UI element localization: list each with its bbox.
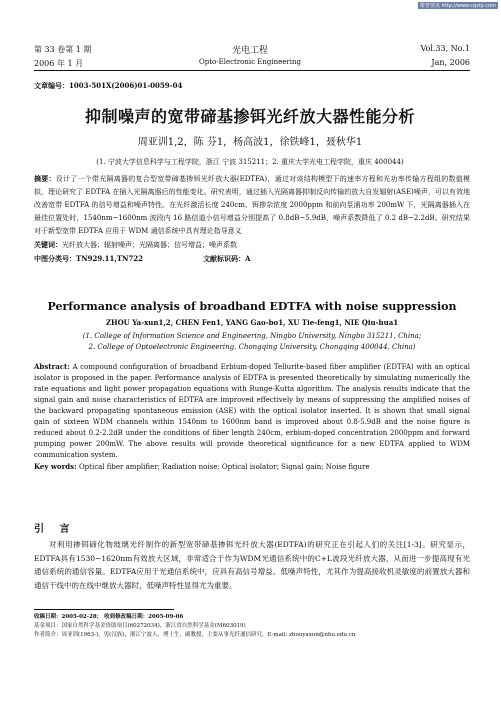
abstract-cn-text: 设计了一个带光隔离器的复合型宽带碲基掺铒光纤放大器(EDTFA)，通过对该结构模型下的速率方程和光功率传输方程组的数值模拟，理论研究了 EDTFA 在插入光隔离器后的性能变化。研究表明，通过插入光隔离器抑制反向传输的放大自发辐射(ASE)噪声，可以有效地改善宽带 EDTFA 的信号增益和噪声特性。在光纤激活长度 240cm、铒掺杂浓度 2000ppm 和前向泵浦功率 200mW 下，光隔离器插入在最佳位置处时，1540nm~1600nm 波段内 16 路信道小信号增益分别提高了 0.8dB~5.9dB，噪声系数降低了 0.2 dB~2.2dB。研究结果对于新型宽带 EDTFA 应用于 WDM 通信系统中具有理论指导意义 [34,175,471,235]
keywords-en-label: Key words: [34,462,77,471]
affiliation-en-2: 2. College of Optoelectronic Engineering, Chongqing University, Chongqing 400044, China) [88,343,416,351]
clc-number: 中图分类号：TN929.11,TN722 [34,254,144,263]
journal-date: 2006 年 1 月 [34,59,84,68]
header-rule [34,70,470,71]
keywords-cn-text: 光纤放大器；辐射噪声；光隔离器；信号增益；噪声系数 [62,241,237,249]
affiliations-cn: (1. 宁波大学信息科学与工程学院，浙江 宁波 315211；2. 重庆大学光电工程学院，重庆 400044) [96,158,404,166]
section-title-introduction: 引 言 [34,524,76,535]
affiliation-en-1: (1. College of Information Science and Engineering, Ningbo University, Ningbo 315211, China; [82,332,422,340]
footnote-received: 收稿日期：2005-02-28； 收到修改稿日期：2005-09-06 [34,614,184,620]
watermark: 维普资讯 http://www.cqvip.com [419,3,496,9]
footnote-author-bio: 作者简介：周亚训(1963-)，男(汉族)，浙江宁波人，博士生，副教授，主要从事光纤通信研究。E-mail: zhouyaxun@nbu.edu.cn [34,632,356,638]
paper-title-cn: 抑制噪声的宽带碲基掺铒光纤放大器性能分析 [84,107,415,126]
paper-title-en: Performance analysis of broadband EDTFA with noise suppression [47,300,457,313]
journal-name-en: Opto-Electronic Engineering [199,58,301,66]
abstract-cn-label: 摘要： [34,174,56,183]
authors-en: ZHOU Ya-xun1,2, CHEN Fen1, YANG Gao-bo1, XU Tie-feng1, NIE Qiu-hua1 [105,318,399,327]
journal-volume: 第 33 卷第 1 期 [34,45,92,54]
keywords-cn-label: 关键词： [34,240,62,249]
journal-name-cn: 光电工程 [231,46,268,56]
article-id: 文章编号：1003-501X(2006)01-0059-04 [34,81,183,90]
footnotes [34,613,470,640]
authors-cn: 周亚训1,2，陈 芬1，杨高波1，徐铁峰1，聂秋华1 [137,137,363,148]
abstract-en-label: Abstract: [34,362,70,371]
introduction-paragraph: 对利用掺铒碲化物玻璃光纤制作的新型宽带碲基掺铒光纤放大器(EDTFA)的研究正在引起人们的关注[1-3]。研究显示，EDTFA具有1530~1620nm有效放大区域，非常适合于作为WDM光通信系统中的C+L波段光纤放大器，从而进一步提高现有光通信系统的通信容量。EDTFA应用于光通信系统中，应具有高信号增益、低噪声特性，尤其作为提高接收机灵敏度的前置放大器和通信干线中的在线中继放大器时，低噪声特性显得尤为重要。 [34,540,470,590]
footnote-funding: 基金项目：国家自然科学基金资助项目(60272034)，浙江省自然科学基金(M603019) [34,623,246,629]
abstract-en [34,361,470,473]
journal-volume-en: Vol.33, No.1 [420,44,470,53]
keywords-en-text: Optical fiber amplifier; Radiation noise; Optical isolator; Signal gain; Noise figure [78,463,370,471]
affiliations-en [34,331,470,353]
footnote-rule [34,609,174,610]
abstract-en-text: A compound configuration of broadband Erbium-doped Tellurite-based fiber amplifier (EDTFA) with an optical isolator is proposed in the paper. Performance analysis of EDTFA is presented theoretically by simulating numerically the rate equations and light power propagation equations with Runge-Kutta algorithm. The analysis results indicate that the signal gain and noise characteristics of EDTFA are improved effectively by means of suppressing the amplified noises of the backward propagating spontaneous emission (ASE) with the optical isolator inserted. It is shown that small signal gain of sixteen WDM channels within 1540nm to 1600nm band is improved about 0.8-5.9dB and the noise figure is reduced about 0.2-2.2dB under the conditions of fiber length 240cm, erbium-doped concentration 2000ppm and forward pumping power 200mW. The above results will provide theoretical significance for a new EDTFA applied to WDM communication system. [34,363,470,459]
document-code: 文献标识码：A [203,254,251,263]
journal-date-en: Jan, 2006 [431,58,470,67]
abstract-cn [34,172,470,266]
